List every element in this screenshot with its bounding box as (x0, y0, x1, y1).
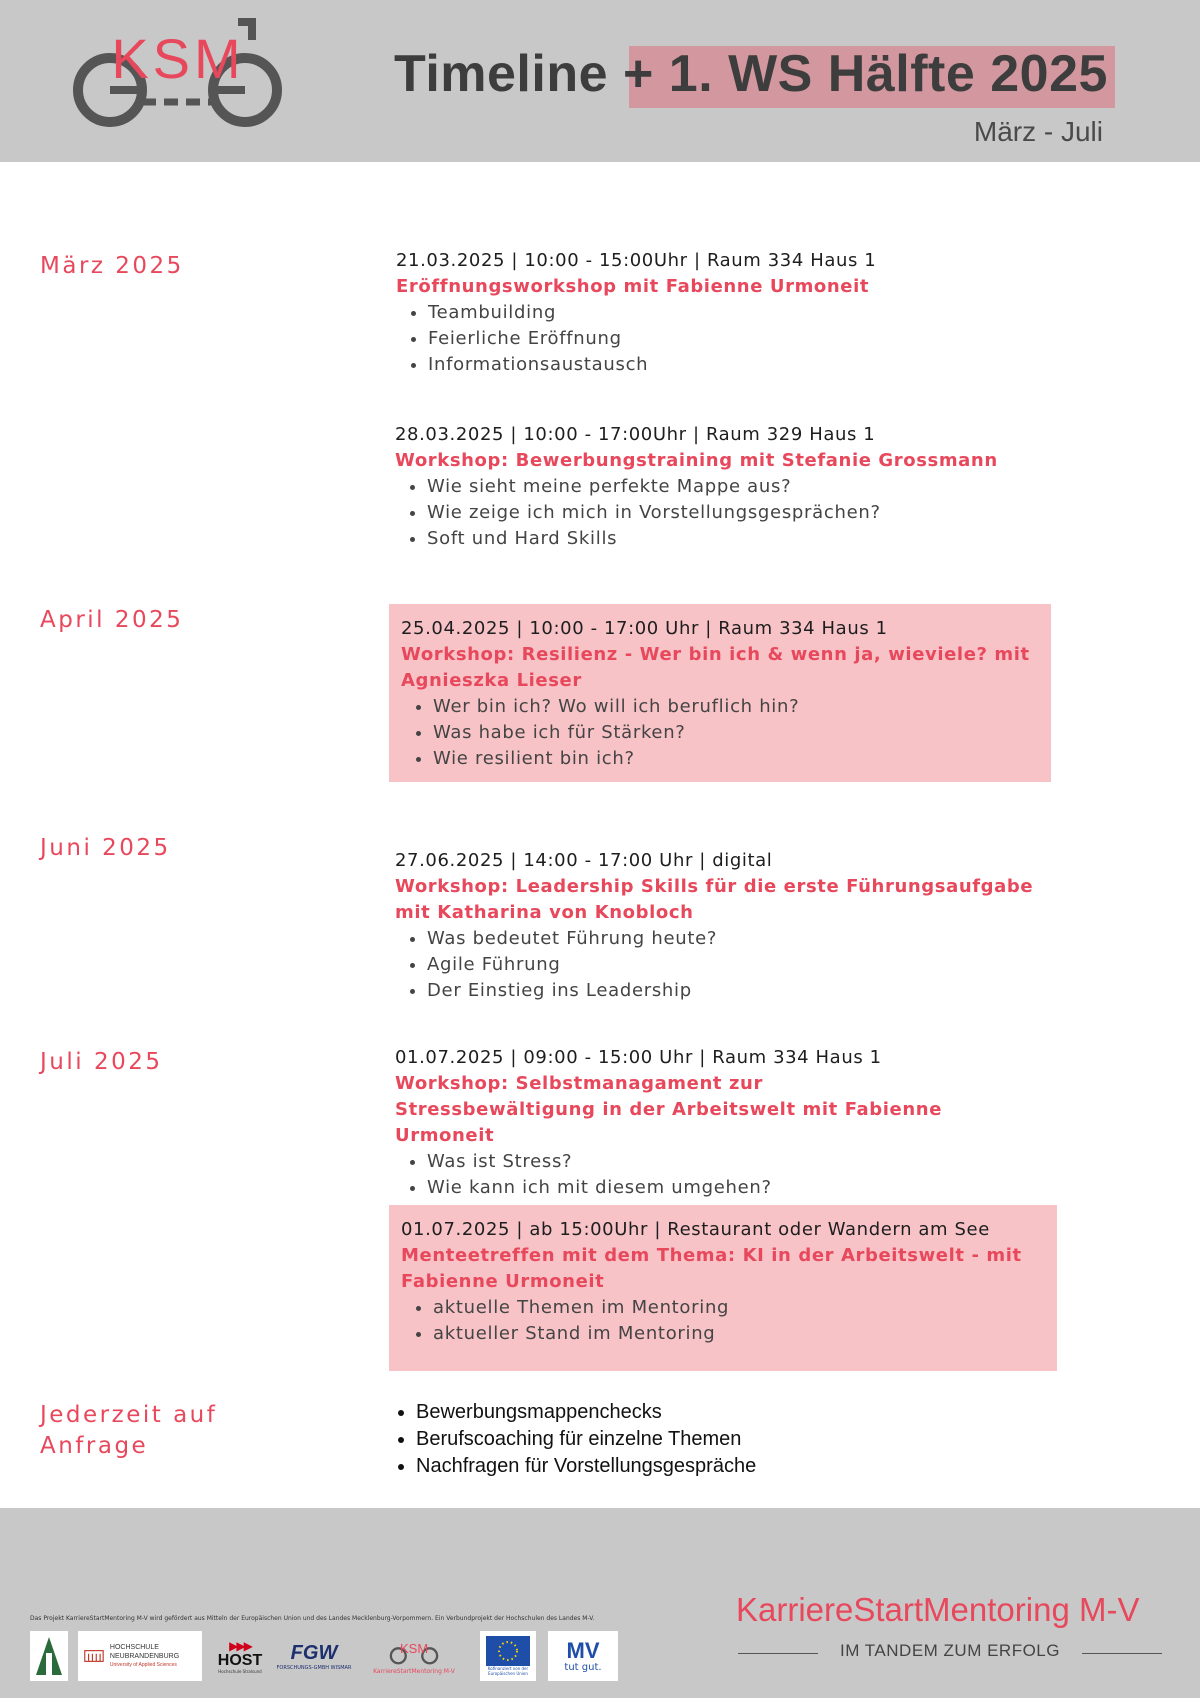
list-item: • Soft und Hard Skills (427, 526, 1035, 552)
ksm-small-logo: KSM KarriereStartMentoring M-V (373, 1640, 455, 1675)
divider (1082, 1653, 1162, 1654)
list-item: • Nachfragen für Vorstellungsgespräche (416, 1453, 756, 1480)
list-item: • Wie resilient bin ich? (433, 746, 1039, 772)
hochschule-neubrandenburg-logo: HOCHSCHULE NEUBRANDENBURG University of Applied Sciences (78, 1631, 202, 1681)
list-item: • Wie zeige ich mich in Vorstellungsgesprächen? (427, 500, 1035, 526)
event-topic-list (396, 300, 1036, 378)
list-item: • Feierliche Eröffnung (428, 326, 1036, 352)
list-item: • Teambuilding (428, 300, 1036, 326)
page-subtitle: März - Juli (973, 116, 1103, 147)
on-request-list (388, 1399, 756, 1480)
event-card (395, 1045, 955, 1201)
list-item: • Was bedeutet Führung heute? (427, 926, 1035, 952)
logo-text: KSM (111, 27, 245, 90)
list-item: • aktueller Stand im Mentoring (433, 1321, 1045, 1347)
event-title: Workshop: Leadership Skills für die erste Führungsaufgabe mit Katharina von Knobloch (395, 876, 1034, 923)
list-item: • Wie sieht meine perfekte Mappe aus? (427, 474, 1035, 500)
event-title: Workshop: Resilienz - Wer bin ich & wenn ja, wieviele? mit Agnieszka Lieser (401, 644, 1030, 691)
brand-tagline: IM TANDEM ZUM ERFOLG (738, 1641, 1162, 1665)
list-item: • Was ist Stress? (427, 1149, 955, 1175)
svg-text:KSM: KSM (400, 1640, 429, 1656)
list-item: • Agile Führung (427, 952, 1035, 978)
page-title: Timeline + 1. WS Hälfte 2025 (394, 45, 1108, 103)
month-label-april: April 2025 (40, 607, 184, 633)
event-topic-list (401, 694, 1039, 772)
event-title: Workshop: Selbstmanagament zur Stressbewältigung in der Arbeitswelt mit Fabienne Urmoneit (395, 1073, 942, 1146)
month-label-march: März 2025 (40, 253, 184, 279)
hochschule-wismar-logo (30, 1631, 68, 1681)
month-label-june: Juni 2025 (40, 835, 171, 861)
page-footer (0, 1508, 1200, 1698)
brand-name: KarriereStartMentoring M-V (736, 1591, 1140, 1628)
eu-cofunding-logo: Kofinanziert von der Europäischen Union (480, 1631, 536, 1681)
list-item: • Berufscoaching für einzelne Themen (416, 1426, 756, 1453)
event-topic-list (395, 1149, 955, 1201)
fgw-wismar-logo: FGW FORSCHUNGS-GMBH WISMAR (276, 1641, 352, 1671)
event-date: 28.03.2025 | 10:00 - 17:00Uhr | Raum 329 Haus 1 (395, 424, 876, 445)
event-date: 25.04.2025 | 10:00 - 17:00 Uhr | Raum 334 Haus 1 (401, 618, 888, 639)
event-date: 27.06.2025 | 14:00 - 17:00 Uhr | digital (395, 850, 773, 871)
event-title: Menteetreffen mit dem Thema: KI in der Arbeitswelt - mit Fabienne Urmoneit (401, 1245, 1022, 1292)
hochschule-stralsund-logo: ▶▶▶ HOST Hochschule Stralsund (217, 1638, 263, 1674)
event-card-highlighted (389, 604, 1051, 782)
funding-note: Das Projekt KarriereStartMentoring M-V wird gefördert aus Mitteln der Europäischen Union und des Landes Mecklenburg-Vorpommern. Ein Verbundprojekt der Hochschulen des Landes M-V. (30, 1615, 595, 1622)
list-item: • Was habe ich für Stärken? (433, 720, 1039, 746)
list-item: • Wie kann ich mit diesem umgehen? (427, 1175, 955, 1201)
event-topic-list (395, 474, 1035, 552)
event-title: Workshop: Bewerbungstraining mit Stefanie Grossmann (395, 450, 998, 471)
ksm-bike-logo (70, 18, 285, 142)
month-label-anytime: Jederzeit auf Anfrage (40, 1402, 218, 1459)
event-card (395, 422, 1035, 552)
list-item: • aktuelle Themen im Mentoring (433, 1295, 1045, 1321)
event-date: 21.03.2025 | 10:00 - 15:00Uhr | Raum 334 Haus 1 (396, 250, 877, 271)
list-item: • Wer bin ich? Wo will ich beruflich hin? (433, 694, 1039, 720)
event-card (396, 248, 1036, 378)
event-date: 01.07.2025 | 09:00 - 15:00 Uhr | Raum 334 Haus 1 (395, 1047, 882, 1068)
list-item: • Informationsaustausch (428, 352, 1036, 378)
event-topic-list (401, 1295, 1045, 1347)
month-label-july: Juli 2025 (40, 1049, 163, 1075)
event-date: 01.07.2025 | ab 15:00Uhr | Restaurant oder Wandern am See (401, 1219, 990, 1240)
event-title: Eröffnungsworkshop mit Fabienne Urmoneit (396, 276, 870, 297)
list-item: • Bewerbungsmappenchecks (416, 1399, 756, 1426)
page-header (0, 0, 1200, 162)
mv-tut-gut-logo: MV tut gut. (548, 1631, 618, 1681)
event-card (395, 848, 1035, 1004)
event-card-highlighted (389, 1205, 1057, 1371)
list-item: • Der Einstieg ins Leadership (427, 978, 1035, 1004)
event-topic-list (395, 926, 1035, 1004)
